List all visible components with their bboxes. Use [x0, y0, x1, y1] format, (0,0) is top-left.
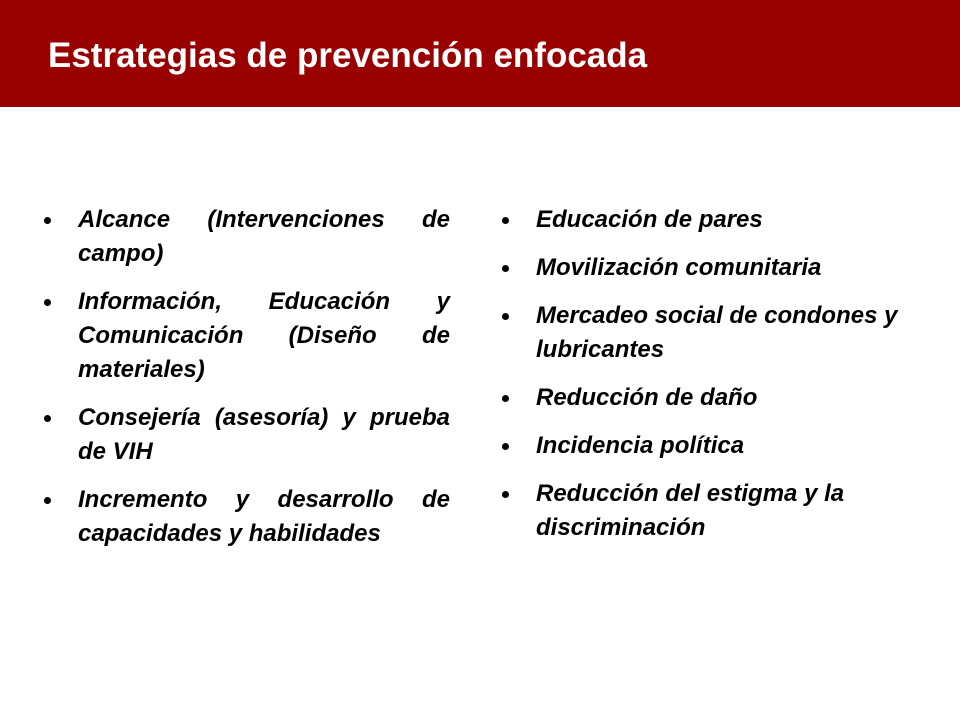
bullet-item-educacion-pares — [498, 203, 918, 237]
bullet-dot-icon — [44, 299, 51, 306]
bullet-item-reduccion-dano — [498, 381, 918, 415]
bullet-item-estigma — [498, 477, 918, 545]
bullet-item-movilizacion — [498, 251, 918, 285]
bullet-text: Reducción del estigma y la discriminación — [536, 480, 845, 541]
bullet-dot-icon — [502, 443, 509, 450]
bullet-dot-icon — [502, 395, 509, 402]
bullet-item-alcance — [40, 203, 450, 271]
bullet-dot-icon — [502, 265, 509, 272]
bullet-dot-icon — [502, 491, 509, 498]
bullet-dot-icon — [44, 497, 51, 504]
bullet-item-capacidades — [40, 483, 450, 551]
bullet-text: Movilización comunitaria — [536, 254, 822, 281]
bullet-item-mercadeo — [498, 299, 918, 367]
left-bullet-list — [40, 203, 450, 565]
bullet-text: Alcance (Intervenciones de campo) — [78, 206, 450, 267]
bullet-dot-icon — [44, 217, 51, 224]
bullet-text: Educación de pares — [536, 206, 763, 233]
bullet-dot-icon — [502, 313, 509, 320]
bullet-dot-icon — [502, 217, 509, 224]
bullet-item-consejeria — [40, 401, 450, 469]
bullet-dot-icon — [44, 415, 51, 422]
right-bullet-list — [498, 203, 918, 559]
bullet-text: Consejería (asesoría) y prueba de VIH — [78, 404, 450, 465]
bullet-text: Incidencia política — [536, 432, 745, 459]
slide-title: Estrategias de prevención enfocada — [48, 36, 648, 75]
title-bar — [0, 0, 960, 107]
bullet-item-iec — [40, 285, 450, 387]
bullet-text: Incremento y desarrollo de capacidades y habilidades — [78, 486, 450, 547]
bullet-item-incidencia — [498, 429, 918, 463]
bullet-text: Reducción de daño — [536, 384, 758, 411]
bullet-text: Información, Educación y Comunicación (Diseño de materiales) — [78, 288, 450, 383]
bullet-text: Mercadeo social de condones y lubricantes — [536, 302, 898, 363]
